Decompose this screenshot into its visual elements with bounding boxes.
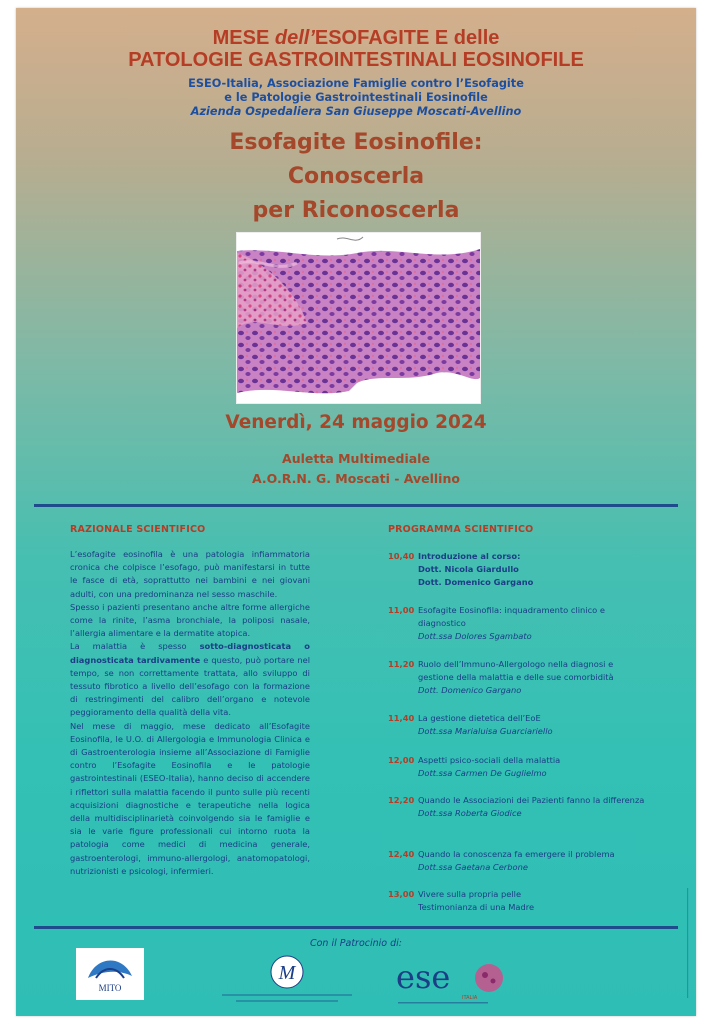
subtitle-line3: per Riconoscerla — [252, 198, 460, 223]
razionale-paragraph-1: L’esofagite eosinofila è una patologia infiammatoria cronica che colpisce l’esofago, può manifestarsi in tutte le fasce di età, soprattutto nei bambini e nei giovani adulti, con una predominanza nel sesso maschile. — [70, 549, 310, 599]
razionale-paragraph-3: La malattia è spesso sotto-diagnosticata o diagnosticata tardivamente e questo, può portare nel tempo, se non correttamente trattata, allo sviluppo di tessuto fibrotico a livello dell’esofago con la formazione di restringimenti del calibro dell’organo e notevole peggioramento della qualità della vita. — [70, 641, 311, 718]
program-item — [388, 658, 648, 697]
program-speaker: Dott.ssa Dolores Sgambato — [418, 631, 532, 641]
hospital-logo — [212, 952, 362, 1010]
program-speaker: Dott.ssa Roberta Giodice — [418, 808, 522, 818]
side-credit-mark — [684, 888, 692, 998]
organizer-line1: ESEO-Italia, Associazione Famiglie contro l’Esofagite — [188, 77, 524, 90]
razionale-heading: RAZIONALE SCIENTIFICO — [70, 524, 206, 535]
divider-bottom — [34, 926, 678, 929]
program-speaker: Testimonianza di una Madre — [418, 902, 535, 912]
program-time: 12,20 — [388, 795, 415, 805]
eseo-logo-svg — [394, 954, 514, 1008]
svg-text:MITO: MITO — [98, 983, 122, 993]
program-item — [388, 550, 648, 589]
organizer-line3: Azienda Ospedaliera San Giuseppe Moscati-Avellino — [190, 105, 522, 118]
program-item — [388, 604, 648, 643]
program-speaker: Dott.ssa Gaetana Cerbone — [418, 862, 528, 872]
program-title: Esofagite Eosinofila: inquadramento clinico e diagnostico — [418, 605, 606, 628]
program-item — [388, 848, 648, 874]
program-speaker: Dott.ssa Carmen De Guglielmo — [418, 768, 547, 778]
mito-logo — [76, 948, 144, 1000]
program-title: Ruolo dell’Immuno-Allergologo nella diagnosi e gestione della malattia e delle sue comorbidità — [418, 659, 614, 682]
venue-line1: Auletta Multimediale — [282, 451, 430, 466]
program-title: Quando le Associazioni dei Pazienti fanno la differenza — [418, 795, 645, 805]
event-poster — [16, 8, 696, 1016]
program-time: 10,40 — [388, 551, 415, 561]
program-title: Quando la conoscenza fa emergere il problema — [418, 849, 615, 859]
program-time: 11,00 — [388, 605, 415, 615]
mito-logo-svg — [76, 948, 144, 1000]
program-item — [388, 712, 648, 738]
programma-heading: PROGRAMMA SCIENTIFICO — [388, 524, 534, 535]
svg-text:ITALIA: ITALIA — [462, 995, 478, 1001]
program-time: 13,00 — [388, 889, 415, 899]
hospital-logo-svg — [212, 952, 362, 1010]
program-item — [388, 754, 648, 780]
program-time: 12,40 — [388, 849, 415, 859]
program-speaker: Dott. Domenico Gargano — [418, 577, 534, 587]
venue-line2: A.O.R.N. G. Moscati - Avellino — [252, 471, 460, 486]
program-item — [388, 794, 648, 820]
program-title: Introduzione al corso: — [418, 551, 521, 561]
razionale-paragraph-4: Nel mese di maggio, mese dedicato all’Esofagite Eosinofila, le U.O. di Allergologia e Immunologia Clinica e di Gastroenterologia insieme all’Associazione di Famiglie contro l’Esofagite Eosinofila e le patologie gastrointestinali (ESEO-Italia), hanno deciso di accendere i riflettori sulla malattia facendo il punto sulle più recenti acquisizioni diagnostiche e terapeutiche nella logica della multidisciplinarietà coinvolgendo sia le famiglie e sia le varie figure professionali cui intorno ruota la patologia come medici di medicina generale, gastroenterologi, immuno-allergologi, anatomopatologi, nutrizionisti e psicologi, infermieri. — [70, 720, 310, 876]
patrocinio-label: Con il Patrocinio di: — [309, 938, 402, 949]
program-speaker: Dott. Nicola Giardullo — [418, 564, 519, 574]
poster-title-line2: PATOLOGIE GASTROINTESTINALI EOSINOFILE — [128, 49, 584, 71]
razionale-text — [70, 548, 310, 878]
poster-title-line1: MESE dell’ESOFAGITE E delle — [212, 27, 500, 49]
subtitle-line2: Conoscerla — [287, 164, 425, 189]
event-date: Venerdì, 24 maggio 2024 — [225, 412, 487, 433]
program-speaker: Dott.ssa Marialuisa Guarciariello — [418, 726, 553, 736]
program-title: La gestione dietetica dell’EoE — [418, 713, 541, 723]
organizer-line2: e le Patologie Gastrointestinali Eosinofile — [224, 91, 488, 104]
program-speaker: Dott. Domenico Gargano — [418, 685, 522, 695]
svg-text:M: M — [278, 962, 296, 984]
program-time: 11,20 — [388, 659, 415, 669]
program-time: 12,00 — [388, 755, 415, 765]
svg-text:ese: ese — [396, 958, 451, 996]
razionale-paragraph-2: Spesso i pazienti presentano anche altre forme allergiche come la rinite, l’asma bronchiale, la poliposi nasale, l’allergia alimentare e la dermatite atopica. — [70, 601, 310, 639]
program-item — [388, 888, 648, 914]
program-time: 11,40 — [388, 713, 415, 723]
side-credit-svg — [684, 888, 692, 998]
program-title: Vivere sulla propria pelle — [418, 889, 522, 899]
histology-image — [236, 232, 481, 404]
divider-top — [34, 504, 678, 507]
eseo-italia-logo — [394, 954, 514, 1008]
subtitle-line1: Esofagite Eosinofile: — [229, 130, 483, 155]
program-title: Aspetti psico-sociali della malattia — [418, 755, 561, 765]
histology-image-svg — [237, 233, 480, 403]
